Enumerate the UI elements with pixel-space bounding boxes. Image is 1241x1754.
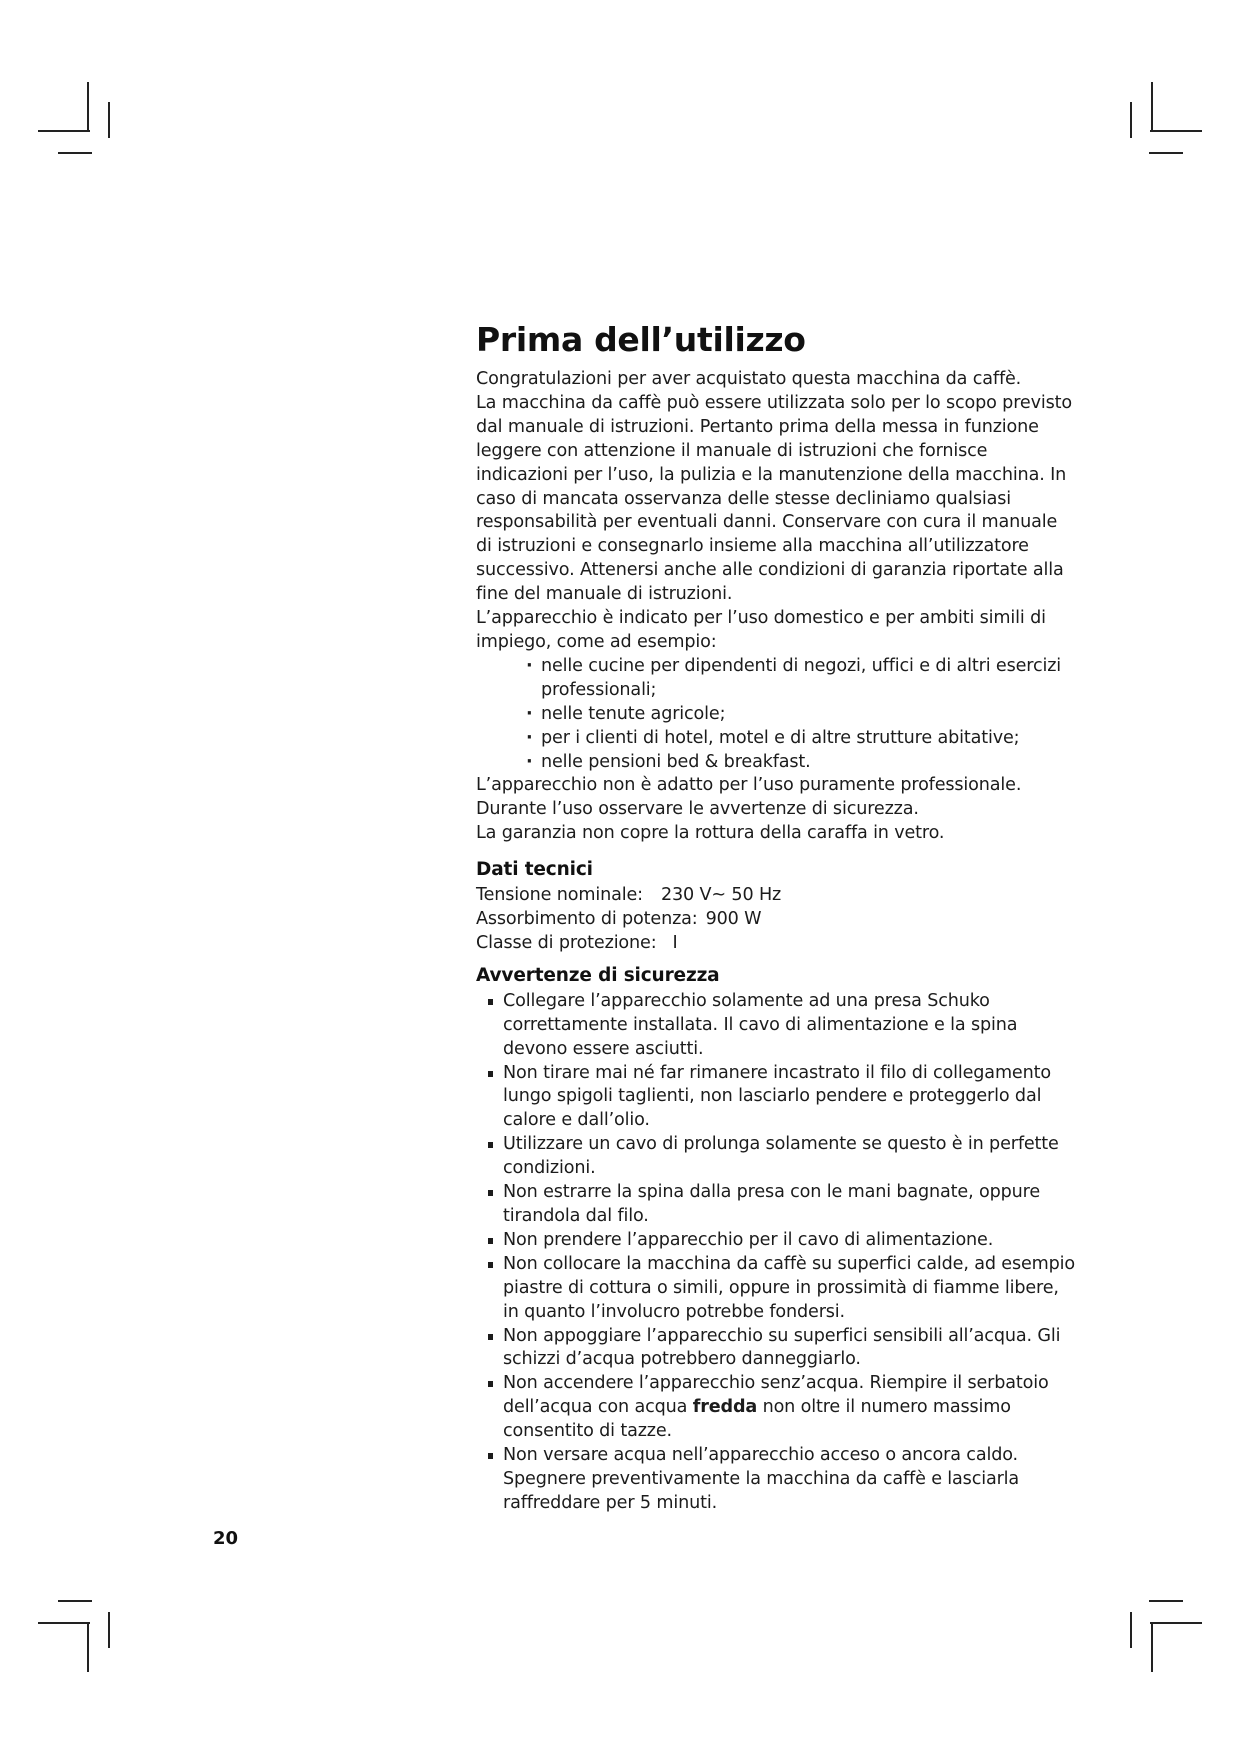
page-number: 20 — [213, 1528, 239, 1549]
safety-item: Non versare acqua nell’apparecchio acceso o ancora caldo. Spegnere preventivamente la macchina da caffè e lasciarla raffreddare per 5 minuti. — [488, 1444, 1076, 1516]
usage-list-item: · nelle pensioni bed & breakfast. — [526, 751, 1076, 775]
safety-list — [476, 990, 1076, 1516]
usage-list-item: · nelle cucine per dipendenti di negozi, uffici e di altri esercizi professionali; — [526, 655, 1076, 703]
intro-paragraph-usage: La macchina da caffè può essere utilizzata solo per lo scopo previsto dal manuale di istruzioni. Pertanto prima della messa in funzione leggere con attenzione il manuale di istruzioni che fornisce indicazioni per l’uso, la pulizia e la manutenzione della macchina. In caso di mancata osservanza delle stesse decliniamo qualsiasi responsabilità per eventuali danni. Conservare con cura il manuale di istruzioni e consegnarlo insieme alla macchina all’utilizzatore successivo. Attenersi anche alle condizioni di garanzia riportate alla fine del manuale di istruzioni. — [476, 392, 1072, 605]
usage-list — [476, 655, 1076, 775]
tech-row-power — [476, 908, 1076, 932]
safety-item: Non collocare la macchina da caffè su superfici calde, ad esempio piastre di cottura o simili, oppure in prossimità di fiamme libere, in quanto l’involucro potrebbe fondersi. — [488, 1253, 1076, 1325]
intro-paragraph-domestic: L’apparecchio è indicato per l’uso domestico e per ambiti simili di impiego, come ad esempio: — [476, 608, 1046, 652]
safety-item: Non prendere l’apparecchio per il cavo di alimentazione. — [488, 1229, 1076, 1253]
safety-item: Non tirare mai né far rimanere incastrato il filo di collegamento lungo spigoli taglienti, non lasciarlo pendere e proteggerlo dal calore e dall’olio. — [488, 1062, 1076, 1134]
tech-row-voltage — [476, 884, 1076, 908]
emphasis-cold: fredda — [692, 1397, 758, 1418]
safety-item: Non estrarre la spina dalla presa con le mani bagnate, oppure tirandola dal filo. — [488, 1181, 1076, 1229]
intro-paragraph-congratulations: Congratulazioni per aver acquistato questa macchina da caffè. — [476, 369, 1022, 389]
safety-heading: Avvertenze di sicurezza — [476, 964, 720, 986]
tech-value: 900 W — [705, 909, 762, 930]
safety-item: Utilizzare un cavo di prolunga solamente se questo è in perfette condizioni. — [488, 1133, 1076, 1181]
safety-item: Collegare l’apparecchio solamente ad una presa Schuko correttamente installata. Il cavo di alimentazione e la spina devono essere asciutti. — [488, 990, 1076, 1062]
tech-value: 230 V~ 50 Hz — [660, 885, 782, 906]
manual-content — [476, 318, 1076, 1516]
page-title: Prima dell’utilizzo — [476, 320, 806, 359]
tech-label: Assorbimento di potenza: — [476, 909, 698, 930]
warranty-note: La garanzia non copre la rottura della caraffa in vetro. — [476, 823, 945, 844]
safety-item: Non appoggiare l’apparecchio su superfici sensibili all’acqua. Gli schizzi d’acqua potrebbero danneggiarlo. — [488, 1325, 1076, 1373]
tech-data-heading: Dati tecnici — [476, 859, 593, 881]
usage-list-item: · per i clienti di hotel, motel e di altre strutture abitative; — [526, 727, 1076, 751]
tech-data-table — [476, 884, 1076, 956]
tech-label: Tensione nominale: — [476, 885, 643, 906]
safety-item-cold-water — [488, 1372, 1076, 1444]
tech-label: Classe di protezione: — [476, 932, 657, 953]
tech-value: I — [672, 932, 678, 953]
not-professional-note: L’apparecchio non è adatto per l’uso puramente professionale. — [476, 775, 1022, 796]
safety-reminder-note: Durante l’uso osservare le avvertenze di sicurezza. — [476, 799, 919, 820]
tech-row-protection-class — [476, 932, 1076, 956]
safety-item-text: Non accendere l’apparecchio senz’acqua. Riempire il serbatoio dell’acqua con acqua — [503, 1373, 1049, 1418]
safety-item-text: non oltre il numero massimo consentito di tazze. — [503, 1397, 1011, 1442]
usage-list-item: · nelle tenute agricole; — [526, 703, 1076, 727]
